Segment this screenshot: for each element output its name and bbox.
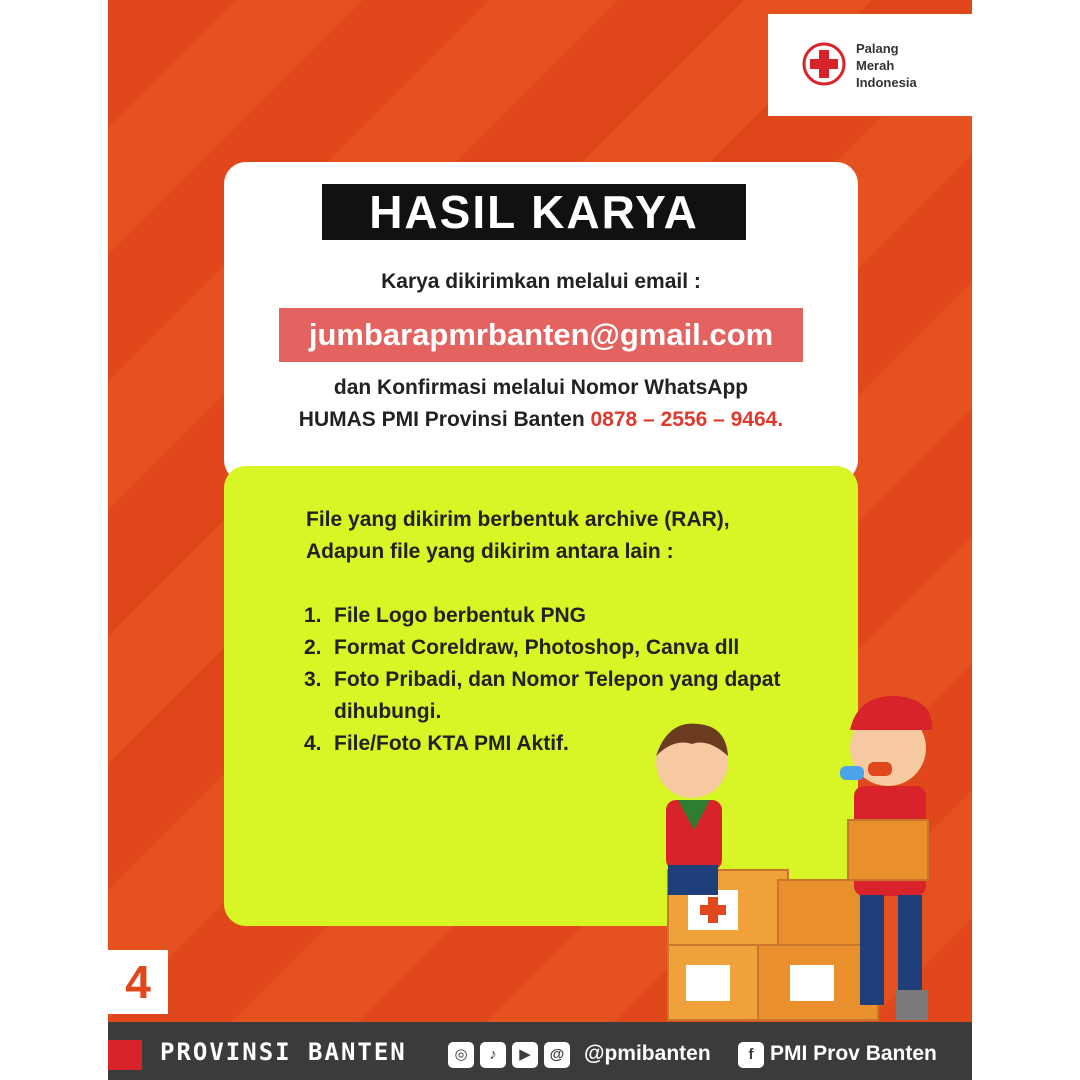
facebook-icon[interactable]: f (738, 1042, 764, 1068)
logo-line-2: Merah (856, 58, 895, 73)
pmi-logo (768, 14, 972, 116)
confirm-prefix: HUMAS PMI Provinsi Banten (298, 408, 591, 431)
confirm-line-2 (216, 408, 866, 432)
list-item-text: File Logo berbentuk PNG (334, 604, 587, 627)
social-handle[interactable]: @pmibanten (584, 1042, 711, 1065)
list-item (304, 632, 864, 664)
list-item-number: 1. (304, 604, 322, 627)
threads-icon[interactable]: @ (544, 1042, 570, 1068)
list-item-text: Foto Pribadi, dan Nomor Telepon yang dapat dihubungi. (334, 668, 781, 723)
footer (108, 1022, 972, 1080)
list-item-text: File/Foto KTA PMI Aktif. (334, 732, 569, 755)
facebook-name[interactable]: PMI Prov Banten (770, 1042, 937, 1065)
volunteers-illustration (608, 690, 972, 1026)
poster (108, 0, 972, 1080)
email-label: Karya dikirimkan melalui email : (381, 270, 701, 293)
email-address[interactable]: jumbarapmrbanten@gmail.com (279, 308, 803, 362)
tiktok-icon[interactable]: ♪ (480, 1042, 506, 1068)
logo-line-1: Palang (856, 41, 899, 56)
footer-province: PROVINSI BANTEN (160, 1038, 407, 1066)
files-intro-2: Adapun file yang dikirim antara lain : (306, 540, 674, 563)
red-cross-icon (800, 40, 848, 88)
list-item-text: Format Coreldraw, Photoshop, Canva dll (334, 636, 740, 659)
list-item-number: 3. (304, 668, 322, 691)
footer-accent (108, 1040, 142, 1070)
list-item-number: 2. (304, 636, 322, 659)
page-number: 4 (108, 950, 168, 1014)
logo-line-3: Indonesia (856, 75, 917, 90)
youtube-icon[interactable]: ▶ (512, 1042, 538, 1068)
logo-text (856, 40, 917, 91)
list-item (304, 600, 864, 632)
instagram-icon[interactable]: ◎ (448, 1042, 474, 1068)
confirm-line-1: dan Konfirmasi melalui Nomor WhatsApp (333, 376, 749, 399)
files-intro-1: File yang dikirim berbentuk archive (RAR), (306, 508, 730, 531)
list-item-number: 4. (304, 732, 322, 755)
whatsapp-number[interactable]: 0878 – 2556 – 9464. (590, 408, 784, 431)
page-title: HASIL KARYA (322, 184, 746, 240)
